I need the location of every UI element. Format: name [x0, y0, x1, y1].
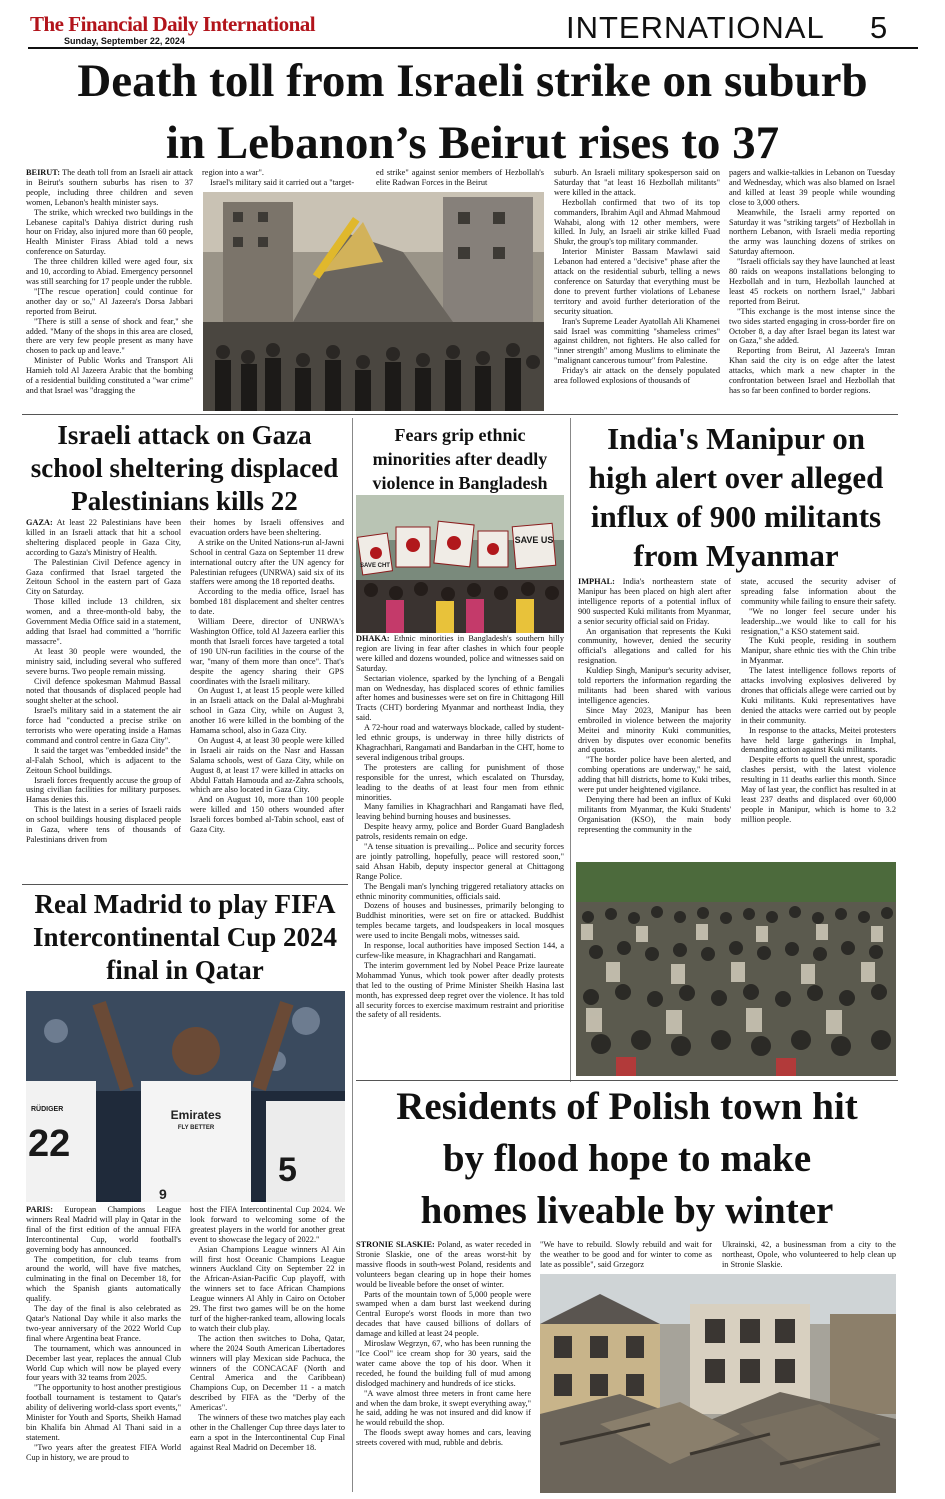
- jersey-number-text: 22: [28, 1123, 71, 1165]
- paragraph: STRONIE SLASKIE: Poland, as water receded in Stronie Slaskie, one of the areas worst-hit by massive floods in south-west Poland, residents and volunteers began clearing up in hope their homes would be liveable before the onset of winter.: [356, 1240, 531, 1289]
- headline-line: Real Madrid to play FIFA: [34, 889, 336, 919]
- paragraph: According to the media office, Israel has bombed 181 displacement and shelter centres to date.: [190, 587, 344, 617]
- paragraph: The Bengali man's lynching triggered retaliatory attacks on ethnic minority communities, officials said.: [356, 881, 564, 901]
- protest-sign-text: SAVE CHT: [360, 563, 390, 569]
- story-poland-col1: [356, 1240, 531, 1493]
- realmadrid-player-photo: [26, 991, 345, 1202]
- paragraph: The Palestinian Civil Defence agency in Gaza confirmed that Israel targeted the Zeitoun School in the eastern part of Gaza City on Saturday.: [26, 557, 181, 597]
- paragraph: ed strike" against senior members of Hezbollah's elite Radwan Forces in the Beirut: [376, 168, 544, 187]
- paragraph: The Kuki people, residing in southern Manipur, share ethnic ties with the Chin tribe in Myanmar.: [741, 636, 896, 666]
- paragraph: The protesters are calling for punishment of those responsible for the unrest, which escalated on Thursday, leading to the deaths of at least four men from ethnic minorities.: [356, 762, 564, 802]
- paragraph: It said the target was "embedded inside" the al-Falah School, which is adjacent to the Zeitoun School buildings.: [26, 745, 181, 775]
- paragraph: "[The rescue operation] could continue for another day or so," Al Jazeera's Dorsa Jabbari reported from Beirut.: [26, 286, 193, 316]
- paragraph: Kuldiep Singh, Manipur's security adviser, told reporters the information regarding the militants had been shared with various intelligence agencies.: [578, 666, 731, 705]
- paragraph: state, accused the security adviser of spreading false information about the community while failing to ensure their safety.: [741, 577, 896, 606]
- paragraph: Iran's Supreme Leader Ayatollah Ali Khamenei said Israel was committing "shameless crimes" against children, not fighters. He also called for "inner strength" among Muslims to eliminate the "malignant cancerous tumour" from Palestine.: [554, 316, 720, 366]
- paragraph: host the FIFA Intercontinental Cup 2024. We look forward to welcoming some of the greatest players in the world for another great event to showcase the legacy of 2022.": [190, 1205, 345, 1244]
- paragraph: The competition, for club teams from around the world, will have five matches, culminating in the final on December 18, for which the Spanish giants automatically qualify.: [26, 1254, 181, 1304]
- masthead-logo: The Financial Daily International: [30, 12, 316, 36]
- paragraph: Many families in Khagrachhari and Rangamati have fled, leaving behind burning houses and businesses.: [356, 802, 564, 822]
- story-beirut-col5: [729, 168, 895, 411]
- headline-line: homes liveable by winter: [420, 1189, 834, 1232]
- paragraph: Minister of Public Works and Transport Ali Hamieh told Al Jazeera Arabic that the bombing of a residential building constituted a "war crime" and that Israel was "dragging the: [26, 356, 193, 395]
- paragraph: An organisation that represents the Kuki community, however, denied the security official's allegations and called for his resignation.: [578, 626, 731, 666]
- paragraph: "A wave almost three meters in front came here and when the dam broke, it swept everything away," he said, adding he was not insured and did know if he would rebuild the shop.: [356, 1388, 531, 1428]
- paragraph: The latest intelligence follows reports of attacks involving explosives delivered by drones that officials allege were carried out by Kuki militants. Kuki representatives have denied the attacks were carried out by people in their community.: [741, 666, 896, 725]
- paragraph: Since May 2023, Manipur has been embroiled in violence between the majority Meitei and minority Kuki communities, driven by disputes over economic benefits and quotas.: [578, 705, 731, 755]
- story-realmadrid-headline: [22, 888, 348, 987]
- paragraph: The winners of these two matches play each other in the Challenger Cup three days later to earn a spot in the Intercontinental Cup Final against Real Madrid on December 18.: [190, 1413, 345, 1452]
- paragraph: Ukrainski, 42, a businessman from a city to the northeast, Opole, who volunteered to help clean up in Stronie Slaskie.: [722, 1240, 896, 1269]
- paragraph: "This exchange is the most intense since the two sides started engaging in cross-border fire on October 8, a day after Israel began its latest war on Gaza," she added.: [729, 306, 895, 346]
- story-realmadrid-col2: [190, 1205, 345, 1493]
- paragraph: On August 1, at least 15 people were killed in an Israeli attack on the Dalal al-Mughrabi school in Gaza City, while on August 3, another 16 were killed in the bombing of the Hamama school, also in Gaza City.: [190, 686, 344, 736]
- paragraph: Israeli forces frequently accuse the group of using civilian facilities for military purposes. Hamas denies this.: [26, 775, 181, 805]
- section-name: INTERNATIONAL: [566, 10, 825, 45]
- paragraph: Denying there had been an influx of Kuki militants from Myanmar, the Kuki Students' Organisation (KSO), the main body representing the community in the: [578, 794, 731, 834]
- paragraph: DHAKA: Ethnic minorities in Bangladesh's southern hilly region are living in fear after clashes in which four people were killed and dozens wounded, police and witnesses said on Saturday.: [356, 634, 564, 673]
- paragraph: The three children killed were aged four, six and 10, according to Abiad. Emergency personnel was still searching for 17 people under the rubble.: [26, 257, 193, 286]
- headline-line: school sheltering displaced: [30, 453, 339, 483]
- issue-date: Sunday, September 22, 2024: [64, 36, 185, 46]
- paragraph: "The border police have been alerted, and combing operations are underway," he said, adding that hill districts, home to Kuki tribes, were put under heightened vigilance.: [578, 755, 731, 795]
- headline-line: in Lebanon’s Beirut rises to 37: [165, 117, 780, 169]
- paragraph: At least 30 people were wounded, the ministry said, including several who suffered severe burns. Two people remain missing.: [26, 646, 181, 676]
- dateline: PARIS:: [26, 1205, 54, 1214]
- paragraph: Civil defence spokesman Mahmud Bassal noted that thousands of displaced people had sought shelter at the school.: [26, 676, 181, 706]
- paragraph: Interior Minister Bassam Mawlawi said Lebanon had entered a "decisive" phase after the attack on the residential suburb, telling a news conference on Saturday that everything must be done to prevent further violations of Lebanese territory and avoid further deterioration of the security situation.: [554, 247, 720, 316]
- paragraph: Hezbollah confirmed that two of its top commanders, Ibrahim Aqil and Ahmad Mahmoud Wahabi, along with 12 other members, were killed. In July, an Israeli air strike killed Fuad Shukr, the group's top military commander.: [554, 197, 720, 247]
- dateline: IMPHAL:: [578, 577, 615, 586]
- story-bangladesh-body: [356, 634, 564, 1072]
- story-beirut-col1: [26, 168, 193, 411]
- column-divider: [352, 1082, 353, 1492]
- headline-line: influx of 900 militants: [590, 499, 882, 534]
- story-beirut-headline: [10, 50, 935, 174]
- paragraph: Israel's military said in a statement the air force had "conducted a precise strike on terrorists who were operating inside a Hamas command and control centre in Gaza City".: [26, 706, 181, 745]
- story-manipur-col2: [741, 577, 896, 859]
- headline-line: final in Qatar: [106, 955, 264, 985]
- paragraph: On August 4, at least 30 people were killed in Israeli air raids on the Nasr and Hassan Salama schools, west of Gaza City, while on August 8, at least 17 were killed in attacks on Abdul Fattah Hamouda and az-Zahra schools, which are also located in Gaza City.: [190, 735, 344, 795]
- headline-line: Palestinians kills 22: [71, 486, 298, 516]
- paragraph: Asian Champions League winners Al Ain will first host Oceanic Champions League winners Auckland City on September 22 in the African-Asian-Pacific Cup playoff, with the winners set to face African Champions League winners Al Ahly in Cairo on October 29. The first two games will be on the home turf of the higher-ranked team, allowing locals to watch their club play.: [190, 1244, 345, 1333]
- manipur-crowd-photo: [576, 862, 896, 1076]
- jersey-sponsor-sub: FLY BETTER: [177, 1125, 215, 1131]
- paragraph: region into a war".: [202, 168, 264, 177]
- story-gaza-headline: [22, 419, 347, 518]
- headline-line: India's Manipur on: [607, 421, 865, 456]
- story-poland-headline: [356, 1081, 898, 1237]
- paragraph: The tournament, which was announced in December last year, replaces the annual Club World Cup which will now be played every four years with 32 teams from 2025.: [26, 1343, 181, 1383]
- story-gaza-col2: [190, 518, 344, 882]
- headline-line: Residents of Polish town hit: [396, 1085, 858, 1128]
- paragraph: In response, local authorities have imposed Section 144, a curfew-like measure, in Khagrachhari and Rangamati.: [356, 941, 564, 960]
- paragraph: "The opportunity to host another prestigious football tournament is testament to Qatar's ability of delivering world-class sport events," Minister for Youth and Sports, Sheikh Hamad bin Khalifa bin Ahmad Al Thani said in a statement.: [26, 1383, 181, 1442]
- paragraph: Parts of the mountain town of 5,000 people were swamped when a dam burst last weekend during Central Europe's worst floods in more than two decades that have caused billions of dollars of damage and killed at least 24 people.: [356, 1289, 531, 1339]
- dateline: GAZA:: [26, 518, 53, 527]
- paragraph: A strike on the United Nations-run al-Jawni School in central Gaza on September 11 drew international outcry after the UN agency for Palestinian refugees (UNRWA) said six of its staffers were among the 18 reported deaths.: [190, 537, 344, 587]
- headline-line: violence in Bangladesh: [372, 473, 548, 493]
- story-poland-col3: [722, 1240, 896, 1272]
- protest-sign-text: SAVE US: [514, 535, 554, 545]
- paragraph: "Two years after the greatest FIFA World Cup in history, we are proud to: [26, 1442, 181, 1462]
- column-divider: [570, 418, 571, 1082]
- paragraph: "We have to rebuild. Slowly rebuild and wait for the weather to be good and for winter to come as late as possible", said Grzegorz: [540, 1240, 712, 1269]
- paragraph: "We no longer feel secure under his leadership...we would like to call for his resignation," a KSO statement said.: [741, 606, 896, 636]
- headline-line: Death toll from Israeli strike on suburb: [77, 55, 868, 107]
- story-beirut-col3-top: [376, 168, 544, 190]
- dateline: BEIRUT:: [26, 168, 60, 177]
- masthead-rule: [28, 47, 918, 49]
- jersey-number-text: 5: [278, 1151, 297, 1189]
- jersey-sponsor-text: Emirates: [170, 1108, 222, 1122]
- paragraph: This is the latest in a series of Israeli raids on school buildings housing displaced people in Gaza, where tens of thousands of Palestinians driven from: [26, 805, 181, 844]
- paragraph: Despite heavy army, police and Border Guard Bangladesh patrols, residents remain on edge.: [356, 822, 564, 842]
- story-gaza-col1: [26, 518, 181, 882]
- poland-flood-damage-photo: [540, 1274, 896, 1493]
- paragraph: Sectarian violence, sparked by the lynching of a Bengali man on Wednesday, has displaced scores of ethnic families after homes and businesses were set on fire in Chittagong Hill Tracts (CHT) bordering Myanmar and northeast India, they said.: [356, 673, 564, 723]
- paragraph: suburb. An Israeli military spokesperson said on Saturday that "at least 16 Hezbollah militants" were killed in the attack.: [554, 168, 720, 197]
- paragraph: "There is still a sense of shock and fear," she added. "Many of the shops in this area are closed, there are very few people present as many have chosen to pack up and leave.": [26, 316, 193, 356]
- story-manipur-headline: [575, 419, 897, 575]
- headline-line: Intercontinental Cup 2024: [32, 922, 338, 952]
- headline-line: minorities after deadly: [372, 449, 548, 469]
- headline-line: high alert over alleged: [588, 460, 884, 495]
- paragraph: The day of the final is also celebrated as Qatar's National Day while it also marks the two-year anniversary of the 2022 World Cup final where Argentina beat France.: [26, 1304, 181, 1343]
- paragraph: GAZA: At least 22 Palestinians have been killed in an Israeli attack that hit a school sheltering displaced people in Gaza City, according to Gaza's Ministry of Health.: [26, 518, 181, 557]
- dateline: DHAKA:: [356, 634, 390, 643]
- story-beirut-col2-top: [202, 168, 370, 190]
- headline-line: Israeli attack on Gaza: [57, 420, 312, 450]
- beirut-rubble-photo: [203, 192, 544, 411]
- paragraph: A 72-hour road and waterways blockade, called by student-led ethnic groups, is underway in three hilly districts of Khagrachhari, Rangamati and Bandarban in the CHT, home to several indigenous tribal groups.: [356, 723, 564, 762]
- paragraph: BEIRUT: The death toll from an Israeli air attack in Beirut's southern suburbs has risen to 37 people, including three children and seven women, Lebanon's health minister says.: [26, 168, 193, 207]
- paragraph: The strike, which wrecked two buildings in the Lebanese capital's Dahiya district during rush hour on Friday, also injured more than 60 people, Health Minister Firass Abiad told a news conference on Saturday.: [26, 207, 193, 257]
- paragraph: In response to the attacks, Meitei protesters have held large gatherings in Imphal, demanding action against Kuki militants.: [741, 725, 896, 755]
- jersey-number-text: 9: [159, 1186, 167, 1202]
- paragraph: The action then switches to Doha, Qatar, where the 2024 South American Libertadores winners will play Mexican side Pachuca, the winners of the CONCACAF (North and Central America and the Caribbean) Champions Cup, on December 11 - a match described by FIFA as the "Derby of the Americas".: [190, 1333, 345, 1413]
- paragraph: PARIS: European Champions League winners Real Madrid will play in Qatar in the final of the first edition of the annual FIFA Intercontinental Cup, world football's governing body has announced.: [26, 1205, 181, 1254]
- story-bangladesh-headline: [356, 423, 564, 495]
- headline-line: from Myanmar: [633, 538, 839, 573]
- paragraph: Dozens of houses and businesses, primarily belonging to Buddhist minorities, were set on fire or attacked. Buddhist temples became targets, and loudspeakers in local mosques were used to incite Bengali mobs, witnesses said.: [356, 901, 564, 941]
- jersey-name-text: RÜDIGER: [31, 1106, 64, 1113]
- paragraph: IMPHAL: India's northeastern state of Manipur has been placed on high alert after intelligence reports of a potential influx of 900 suspected Kuki militants from Myanmar, a senior security official said on Friday.: [578, 577, 731, 626]
- paragraph: Those killed include 13 children, six women, and a three-month-old baby, the Government Media Office said in a statement, adding that Israel had committed a "horrific massacre".: [26, 597, 181, 646]
- story-poland-col2: [540, 1240, 712, 1272]
- paragraph: Friday's air attack on the densely populated area followed explosions of thousands of: [554, 366, 720, 386]
- paragraph: their homes by Israeli offensives and evacuation orders have been sheltering.: [190, 518, 344, 537]
- dateline: STRONIE SLASKIE:: [356, 1240, 435, 1249]
- paragraph: The interim government led by Nobel Peace Prize laureate Mohammad Yunus, which took power after deadly protests that led to the ousting of Prime Minister Sheikh Hasina last month, has expressed deep regret over the violence. It has told all security forces to exercise maximum restraint and prioritise the safety of all residents.: [356, 960, 564, 1020]
- column-divider: [352, 418, 353, 1082]
- page-number: 5: [870, 10, 888, 45]
- paragraph: And on August 10, more than 100 people were killed and 150 others wounded after Israeli forces bombed al-Tabin school, east of Gaza City.: [190, 795, 344, 835]
- story-manipur-col1: [578, 577, 731, 859]
- paragraph: William Deere, director of UNRWA's Washington Office, told Al Jazeera earlier this month that Israeli forces have targeted a total of 190 UN-run facilities in the course of the war, "many of them more than once". That's despite the agency sharing their GPS coordinates with the Israeli military.: [190, 617, 344, 686]
- paragraph: Miroslaw Wegrzyn, 67, who has been running the "Ice Cool" ice cream shop for 30 years, said the water came above the top of his door. When it receded, he found the building full of mud among dislodged machinery and hundreds of ice sticks.: [356, 1339, 531, 1388]
- paragraph: Israel's military said it carried out a "target-: [210, 177, 355, 187]
- paragraph: Reporting from Beirut, Al Jazeera's Imran Khan said the city is on edge after the latest attacks, which mark a new chapter in the confrontation between Israel and Hezbollah that has so far been confined to border regions.: [729, 346, 895, 395]
- paragraph: Meanwhile, the Israeli army reported on Saturday it was "striking targets" of Hezbollah in northern Lebanon, with Israeli media reporting the army was launching dozens of strikes on Saturday afternoon.: [729, 207, 895, 257]
- paragraph: The floods swept away homes and cars, leaving streets covered with mud, rubble and debris.: [356, 1428, 531, 1448]
- section-divider: [22, 414, 898, 415]
- paragraph: Despite efforts to quell the unrest, sporadic clashes persist, with the latest violence resulting in 11 deaths earlier this month. Since May of last year, the conflict has resulted in at least 237 deaths and displaced over 60,000 people in Manipur, which is home to 3.2 million people.: [741, 755, 896, 824]
- story-beirut-col4: [554, 168, 720, 411]
- headline-line: Fears grip ethnic: [394, 425, 526, 445]
- bangladesh-protest-photo: [356, 495, 564, 633]
- paragraph: pagers and walkie-talkies in Lebanon on Tuesday and Wednesday, which was also blamed on Israel and killed at least 39 people while wounding close to 3,000 others.: [729, 168, 895, 207]
- headline-line: by flood hope to make: [442, 1137, 812, 1180]
- section-divider: [22, 884, 348, 885]
- story-realmadrid-col1: [26, 1205, 181, 1493]
- paragraph: "A tense situation is prevailing... Police and security forces are jointly patrolling, hopefully, peace will restored soon," said Ahsan Habib, deputy inspector general at Chittagong Range Police.: [356, 842, 564, 881]
- paragraph: "Israeli officials say they have launched at least 80 raids on weapons installations belonging to Hezbollah and in turn, Hezbollah launched at least 45 rockets on northern Israel," Jabbari reported from Beirut.: [729, 257, 895, 306]
